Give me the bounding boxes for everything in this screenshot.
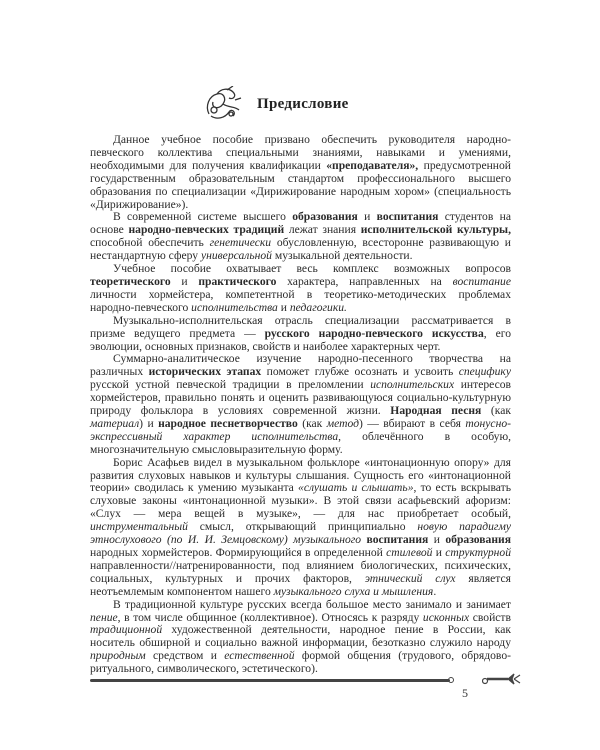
text: смысл, открывающий принципиально bbox=[187, 520, 418, 534]
bold-text: воспитания bbox=[376, 210, 439, 224]
italic-text: этнический слух bbox=[364, 571, 456, 585]
italic-text: инструментальный bbox=[90, 520, 188, 534]
text: ) — вбирают в себя bbox=[359, 416, 466, 430]
text: , то есть вскрывать слуховые законы «интонационной музыки». В этой связи асафьевский афоризм: «Слух — мера вещей в музыке», — для нас приобретает особый, bbox=[90, 481, 511, 521]
floral-bird-ornament-icon bbox=[203, 86, 243, 122]
paragraph bbox=[90, 263, 511, 315]
text: , его эволюции, основных признаков, свойств и наиболее характерных черт. bbox=[90, 326, 511, 353]
text: Учебное пособие охватывает весь комплекс возможных вопросов bbox=[113, 262, 511, 276]
text: и bbox=[357, 210, 377, 224]
text: студентов на основе bbox=[90, 210, 511, 237]
text: обусловленную, всесторонне развивающую и нестандартную сферу bbox=[90, 236, 511, 263]
text: Данное учебное пособие призвано обеспечить руководителя народно-певческого коллектива специальными знаниями, навыками и умениями, необходимыми для получения квалификации bbox=[90, 133, 511, 172]
footer-rule bbox=[90, 679, 450, 682]
text: средством и bbox=[145, 649, 225, 663]
paragraph bbox=[90, 599, 511, 676]
paragraph bbox=[90, 211, 511, 263]
text: (как bbox=[481, 404, 512, 418]
bold-text: русского народно-певческого искусства bbox=[264, 326, 484, 340]
italic-text: «слушать и слышать» bbox=[298, 481, 414, 495]
text: предусмотренной государственным образовательным стандартом профессионального высшего образования по специализации «Дирижирование народным хором» (специальность «Дирижирование»). bbox=[90, 158, 512, 211]
bold-text: образования bbox=[292, 210, 358, 224]
text: ) и bbox=[139, 416, 159, 430]
italic-text: структурной bbox=[445, 546, 511, 559]
bold-text: «преподавателя», bbox=[326, 158, 419, 172]
text: формой общения (трудового, обрядово-ритуального, символического, эстетического). bbox=[90, 649, 511, 676]
italic-text: новую парадигму этнослухового (по И. И. Земцовскому) музыкального bbox=[90, 520, 512, 547]
bold-text: теоретического bbox=[90, 274, 171, 288]
text: народных хормейстеров. Формирующийся в определенной bbox=[90, 546, 387, 559]
text: Борис Асафьев видел в музыкальном фольклоре «интонационную опору» для развития слуховых навыков и культуры слышания. Сущность его «интонационной теории» сводилась к умению музыканта bbox=[90, 455, 511, 495]
text: , облечённого в особую, многозначительную смысловыразительную форму. bbox=[90, 429, 512, 456]
text: лежат знания bbox=[284, 223, 361, 237]
italic-text: универсальной bbox=[200, 249, 272, 263]
italic-text: традиционной bbox=[90, 623, 163, 637]
paragraph bbox=[90, 134, 511, 211]
text: направленности//натренированности, под влиянием биологических, психических, социальных, культурных и прочих факторов, bbox=[90, 558, 511, 585]
text: . bbox=[433, 584, 437, 598]
body-text bbox=[90, 134, 511, 676]
italic-text: естественной bbox=[224, 649, 295, 663]
paragraph bbox=[90, 315, 511, 354]
text: поможет глубже осознать и усвоить bbox=[261, 365, 459, 379]
italic-text: педагогики. bbox=[289, 300, 347, 314]
bold-text: образования bbox=[445, 533, 511, 547]
italic-text: метод bbox=[326, 416, 360, 430]
bold-text: народное песнетворчество bbox=[158, 416, 298, 430]
chapter-header bbox=[0, 86, 600, 126]
text: Суммарно-аналитическое изучение народно-песенного творчества на различных bbox=[90, 352, 511, 379]
bold-text: народно-певческих традиций bbox=[128, 223, 285, 237]
footer-rule-end bbox=[448, 677, 454, 683]
chapter-title: Предисловие bbox=[257, 96, 349, 112]
italic-text: стилевой bbox=[386, 546, 433, 559]
italic-text: исполнительских bbox=[370, 378, 455, 392]
bold-text: исторических этапах bbox=[148, 365, 262, 379]
text: русской устной певческой традиции в преломлении bbox=[90, 378, 371, 392]
text: и bbox=[432, 546, 446, 559]
text: свойств bbox=[469, 610, 511, 624]
italic-text: материал bbox=[90, 416, 140, 430]
text: В современной системе высшего bbox=[113, 210, 293, 224]
text: интересов хормейстеров, правильно понять и оценить развивающуюся социально-культурную природу фольклора в условиях современной жизни. bbox=[90, 378, 511, 418]
page-number: 5 bbox=[462, 686, 468, 700]
text: (как bbox=[297, 416, 327, 430]
text: и bbox=[170, 274, 199, 288]
text: личности хормейстера, компетентной в теоретико-методических проблемах народно-певческого bbox=[90, 287, 511, 314]
text: способной обеспечить bbox=[90, 236, 210, 250]
paragraph bbox=[90, 353, 511, 456]
italic-text: природным bbox=[90, 649, 146, 663]
text: В традиционной культуре русских всегда большое место занимало и занимает bbox=[113, 597, 511, 611]
text: музыкальной деятельности. bbox=[271, 249, 413, 263]
text: характера, направленных на bbox=[276, 274, 453, 288]
italic-text: пение bbox=[90, 610, 118, 624]
bold-text: исполнительской культуры, bbox=[360, 223, 511, 237]
paragraph bbox=[90, 457, 511, 599]
italic-text: генетически bbox=[209, 236, 272, 250]
text: , в том числе общинное (коллективное). Относясь к разряду bbox=[117, 610, 423, 624]
text: художественной деятельности, народное пение в России, как носитель обширной и социально важной информации, безотказно служило народу bbox=[90, 623, 511, 650]
italic-text: музыкального слуха и мышления bbox=[273, 584, 434, 598]
text: является неотъемлемым компонентом нашего bbox=[90, 571, 511, 598]
italic-text: исполнительства bbox=[191, 300, 278, 314]
footer-ornament-icon bbox=[482, 672, 522, 688]
text: и bbox=[277, 300, 290, 314]
bold-text: воспитания bbox=[366, 533, 429, 547]
italic-text: воспитание bbox=[452, 274, 511, 288]
bold-text: Народная песня bbox=[390, 404, 482, 418]
italic-text: специфику bbox=[458, 365, 511, 379]
text: Музыкально-исполнительская отрасль специализации рассматривается в призме ведущего предмета — bbox=[90, 313, 511, 340]
text: и bbox=[428, 533, 446, 547]
bold-text: практического bbox=[198, 274, 277, 288]
italic-text: тонусно-экспрессивный характер исполнительства bbox=[90, 416, 511, 443]
italic-text: исконных bbox=[422, 610, 470, 624]
